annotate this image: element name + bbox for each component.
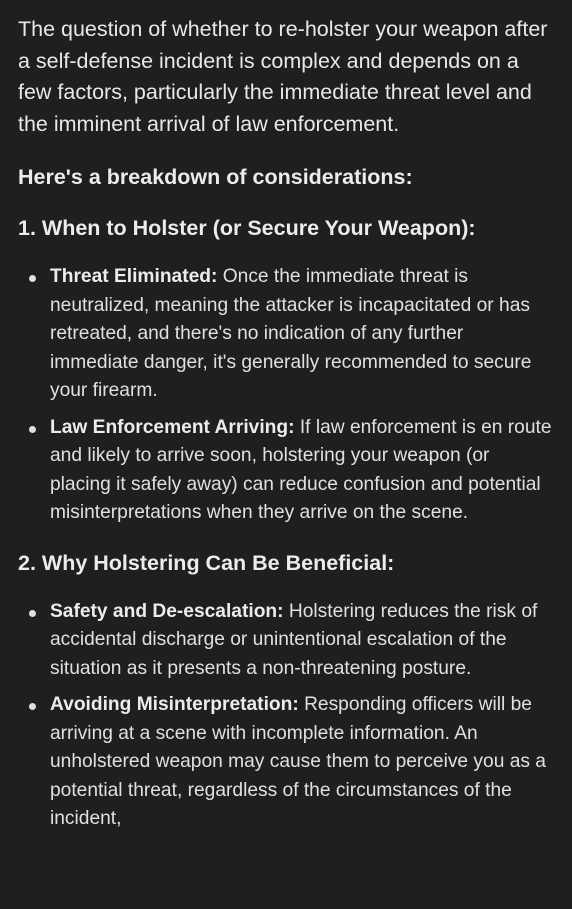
list-item-term: Safety and De-escalation:	[50, 600, 284, 622]
list-item-text: Once the immediate threat is neutralized, meaning the attacker is incapacitated or has retreated, and there's no indication of any further immediate danger, it's generally recommended to secure your firearm.	[50, 266, 532, 401]
list-item-text: If law enforcement is en route and likely to arrive soon, holstering your weapon (or placing it safely away) can reduce confusion and potential misinterpretations when they arrive on the scene.	[50, 416, 552, 523]
list-item	[18, 691, 554, 834]
list-item-term: Avoiding Misinterpretation:	[50, 694, 299, 715]
list-item-term: Threat Eliminated:	[50, 266, 218, 287]
list-item	[18, 414, 554, 528]
bullet-icon	[29, 275, 36, 282]
list-item	[18, 598, 554, 684]
list-item-term: Law Enforcement Arriving:	[50, 416, 295, 438]
bullet-icon	[29, 426, 36, 433]
bullet-icon	[29, 610, 36, 617]
bullet-icon	[29, 703, 36, 710]
intro-paragraph: The question of whether to re-holster your weapon after a self-defense incident is complex and depends on a few factors, particularly the immediate threat level and the imminent arrival of law enforcement.	[18, 17, 548, 136]
when-to-holster-list	[18, 263, 554, 528]
list-item-text: Responding officers will be arriving at a scene with incomplete information. An unholstered weapon may cause them to perceive you as a potential threat, regardless of the circumstances of the incident,	[50, 694, 546, 829]
breakdown-heading: Here's a breakdown of considerations:	[18, 165, 413, 189]
section-heading-when-to-holster: 1. When to Holster (or Secure Your Weapon):	[18, 216, 476, 240]
why-holstering-list	[18, 598, 554, 834]
list-item	[18, 263, 554, 406]
list-item-text: Holstering reduces the risk of accidental discharge or unintentional escalation of the situation as it presents a non-threatening posture.	[50, 600, 538, 679]
section-heading-why-holstering: 2. Why Holstering Can Be Beneficial:	[18, 550, 395, 575]
